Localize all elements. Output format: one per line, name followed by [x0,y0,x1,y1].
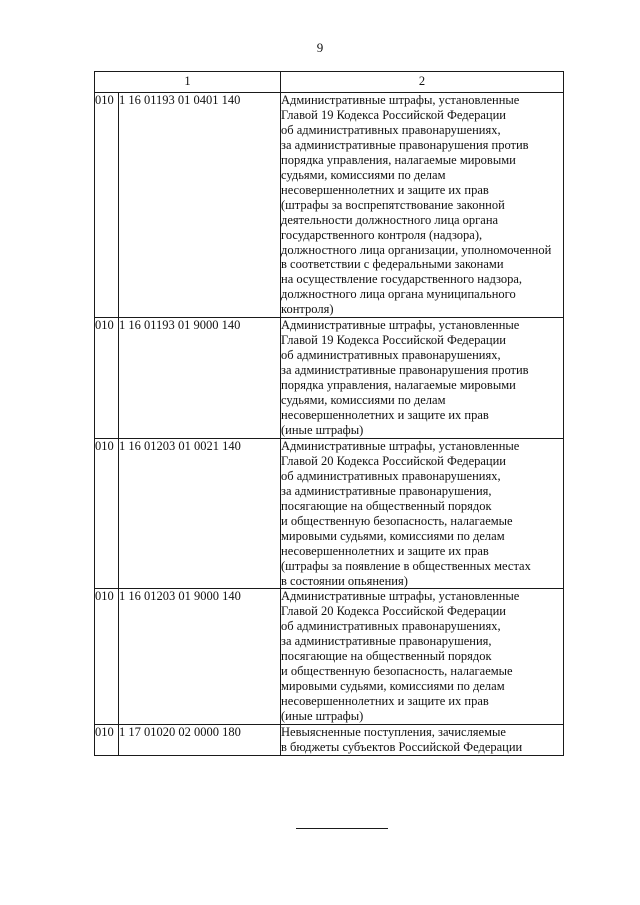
description-line: об административных правонарушениях, [281,468,501,483]
table-row [95,93,564,318]
description-line: Административные штрафы, установленные [281,438,520,453]
description-line: в состоянии опьянения) [281,573,408,588]
description-line: несовершеннолетних и защите их прав [281,543,489,558]
description-line: (иные штрафы) [281,709,364,724]
classification-code-cell: 1 16 01193 01 0401 140 [119,93,281,318]
description-line: несовершеннолетних и защите их прав [281,694,489,709]
column-header-2: 2 [281,72,564,93]
description-cell [281,93,564,318]
footer-rule [296,828,388,829]
page-number: 9 [316,40,324,55]
description-line: контроля) [281,302,334,317]
description-line: судьями, комиссиями по делам [281,167,446,182]
classification-code-cell: 1 16 01203 01 9000 140 [119,589,281,725]
description-line: (иные штрафы) [281,422,364,437]
description-line: Административные штрафы, установленные [281,318,520,333]
description-line: об административных правонарушениях, [281,122,501,137]
budget-classification-table [94,71,564,756]
table-row [95,725,564,756]
description-line: должностного лица органа муниципального [281,287,516,302]
description-line: Главой 20 Кодекса Российской Федерации [281,604,506,619]
description-line: порядка управления, налагаемые мировыми [281,378,516,393]
description-cell [281,438,564,589]
description-line: об административных правонарушениях, [281,348,501,363]
description-line: несовершеннолетних и защите их прав [281,408,489,423]
description-cell [281,318,564,439]
description-line: мировыми судьями, комиссиями по делам [281,679,505,694]
description-line: за административные правонарушения против [281,363,529,378]
description-line: и общественную безопасность, налагаемые [281,664,513,679]
description-line: несовершеннолетних и защите их прав [281,182,489,197]
description-line: на осуществление государственного надзора, [281,272,523,287]
classification-code-cell: 1 16 01203 01 0021 140 [119,438,281,589]
description-line: должностного лица организации, уполномоченной [281,242,552,257]
description-line: (штрафы за появление в общественных местах [281,558,531,573]
table-row [95,438,564,589]
description-line: Главой 19 Кодекса Российской Федерации [281,333,506,348]
description-line: за административные правонарушения против [281,137,529,152]
description-line: посягающие на общественный порядок [281,498,492,513]
description-line: порядка управления, налагаемые мировыми [281,152,516,167]
table-row [95,318,564,439]
description-line: за административные правонарушения, [281,483,492,498]
description-line: мировыми судьями, комиссиями по делам [281,528,505,543]
description-line: Главой 20 Кодекса Российской Федерации [281,453,506,468]
description-line: в бюджеты субъектов Российской Федерации [281,739,523,754]
description-line: (штрафы за воспрепятствование законной [281,197,505,212]
classification-code-cell: 1 16 01193 01 9000 140 [119,318,281,439]
description-line: посягающие на общественный порядок [281,649,492,664]
description-line: за административные правонарушения, [281,634,492,649]
admin-code-cell: 010 [95,318,119,439]
admin-code-cell: 010 [95,589,119,725]
column-header-1: 1 [95,72,281,93]
description-line: об административных правонарушениях, [281,619,501,634]
description-line: Главой 19 Кодекса Российской Федерации [281,107,506,122]
description-cell [281,725,564,756]
description-line: Административные штрафы, установленные [281,93,520,107]
classification-code-cell: 1 17 01020 02 0000 180 [119,725,281,756]
description-line: в соответствии с федеральными законами [281,257,504,272]
description-line: деятельности должностного лица органа [281,212,499,227]
description-line: Невыясненные поступления, зачисляемые [281,725,506,740]
description-cell [281,589,564,725]
table-row [95,589,564,725]
admin-code-cell: 010 [95,438,119,589]
description-line: государственного контроля (надзора), [281,227,483,242]
description-line: Административные штрафы, установленные [281,589,520,604]
admin-code-cell: 010 [95,725,119,756]
description-line: и общественную безопасность, налагаемые [281,513,513,528]
table-header-row [95,72,564,93]
description-line: судьями, комиссиями по делам [281,393,446,408]
admin-code-cell: 010 [95,93,119,318]
